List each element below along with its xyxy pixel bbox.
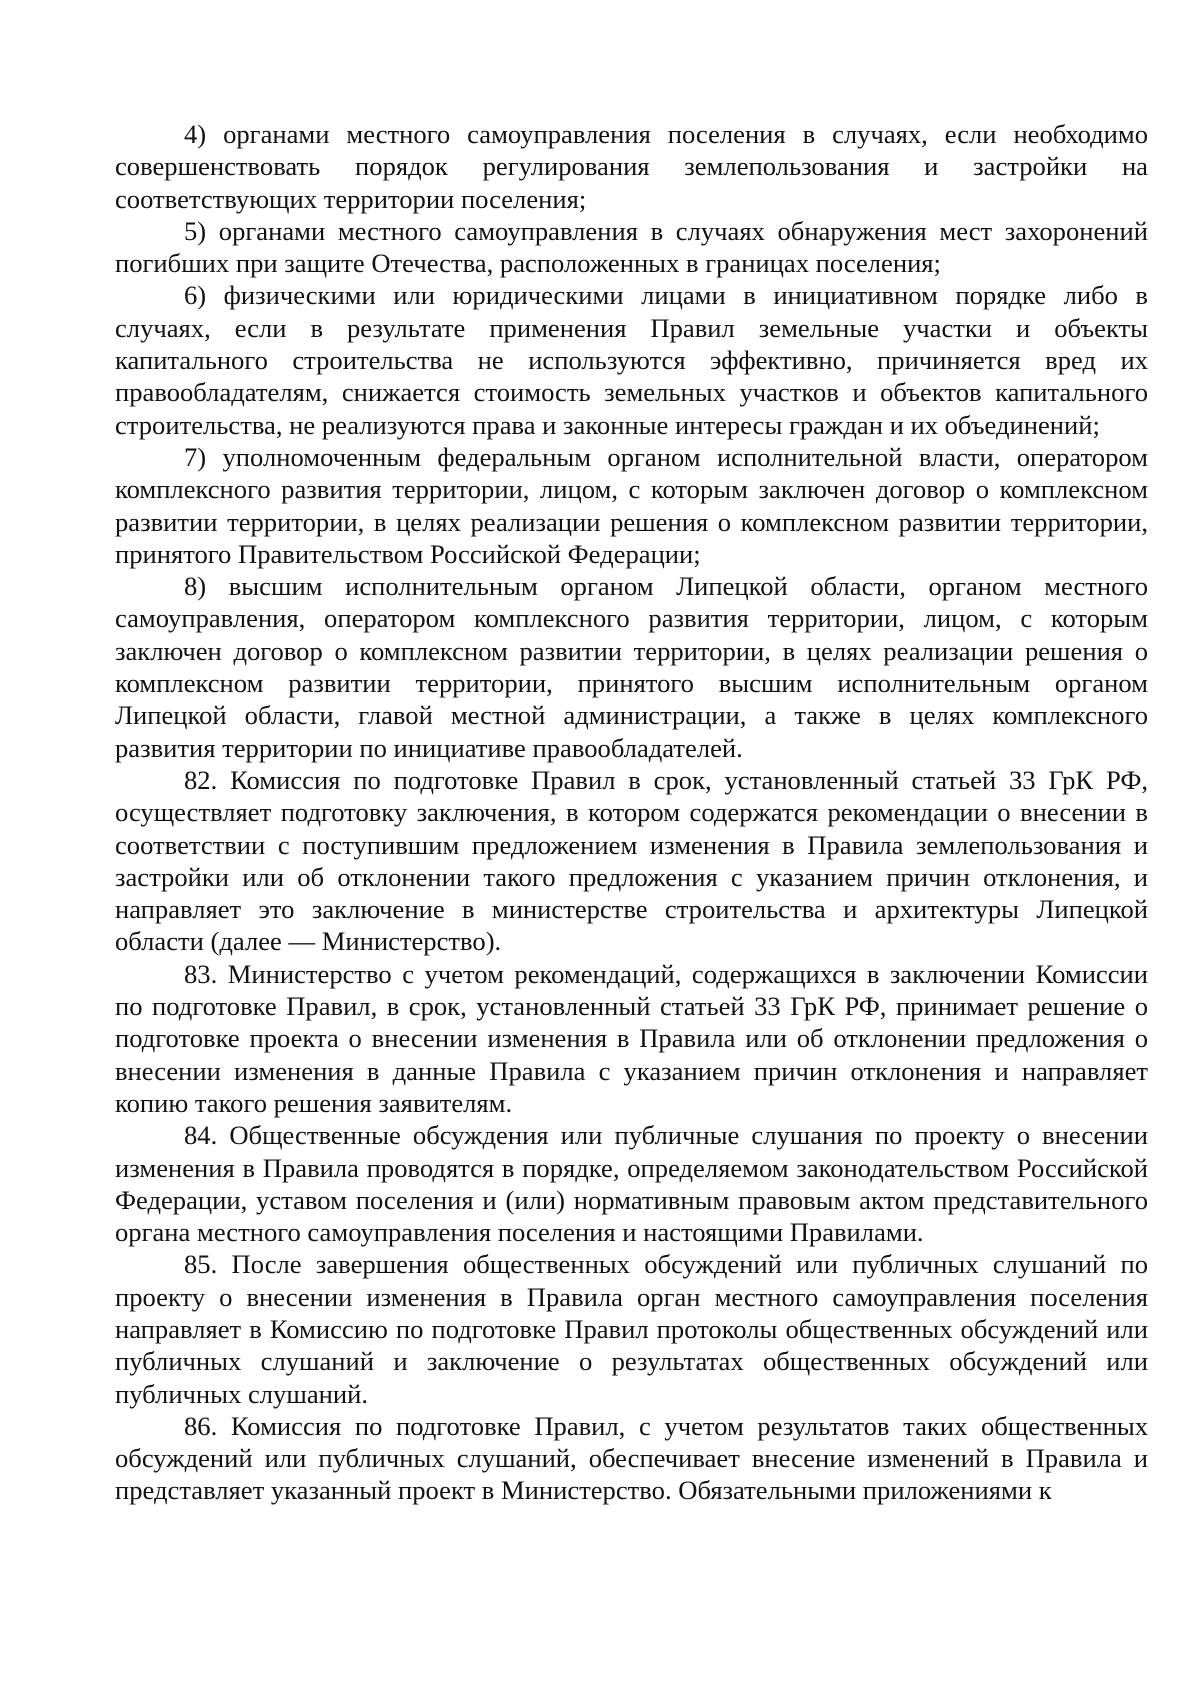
paragraph-item-5: 5) органами местного самоуправления в случаях обнаружения мест захоронений погибших при защите Отечества, расположенных в границах поселения; bbox=[115, 215, 1148, 279]
paragraph-item-7: 7) уполномоченным федеральным органом исполнительной власти, оператором комплексного развития территории, лицом, с которым заключен договор о комплексном развитии территории, в целях реализации решения о комплексном развитии территории, принятого Правительством Российской Федерации; bbox=[115, 441, 1148, 569]
paragraph-item-8: 8) высшим исполнительным органом Липецкой области, органом местного самоуправления, оператором комплексного развития территории, лицом, с которым заключен договор о комплексном развитии территории, в целях реализации решения о комплексном развитии территории, принятого высшим исполнительным органом Липецкой области, главой местной администрации, а также в целях комплексного развития территории по инициативе правообладателей. bbox=[115, 571, 1148, 763]
paragraph-clause-82: 82. Комиссия по подготовке Правил в срок, установленный статьей 33 ГрК РФ, осуществляет подготовку заключения, в котором содержатся рекомендации о внесении в соответствии с поступившим предложением изменения в Правила землепользования и застройки или об отклонении такого предложения с указанием причин отклонения, и направляет это заключение в министерстве строительства и архитектуры Липецкой области (далее — Министерство). bbox=[115, 764, 1148, 957]
paragraph-clause-85: 85. После завершения общественных обсуждений или публичных слушаний по проекту о внесении изменения в Правила орган местного самоуправления поселения направляет в Комиссию по подготовке Правил протоколы общественных обсуждений или публичных слушаний и заключение о результатах общественных обсуждений или публичных слушаний. bbox=[115, 1249, 1148, 1409]
paragraph-clause-86: 86. Комиссия по подготовке Правил, с учетом результатов таких общественных обсуждений или публичных слушаний, обеспечивает внесение изменений в Правила и представляет указанный проект в Министерство. Обязательными приложениями к bbox=[115, 1410, 1148, 1506]
paragraph-clause-84: 84. Общественные обсуждения или публичные слушания по проекту о внесении изменения в Правила проводятся в порядке, определяемом законодательством Российской Федерации, уставом поселения и (или) нормативным правовым актом представительного органа местного самоуправления поселения и настоящими Правилами. bbox=[115, 1120, 1148, 1248]
paragraph-clause-83: 83. Министерство с учетом рекомендаций, содержащихся в заключении Комиссии по подготовке Правил, в срок, установленный статьей 33 ГрК РФ, принимает решение о подготовке проекта о внесении изменения в Правила или об отклонении предложения о внесении изменения в данные Правила с указанием причин отклонения и направляет копию такого решения заявителям. bbox=[115, 958, 1148, 1118]
paragraph-item-4: 4) органами местного самоуправления поселения в случаях, если необходимо совершенствовать порядок регулирования землепользования и застройки на соответствующих территории поселения; bbox=[115, 119, 1148, 214]
paragraph-item-6: 6) физическими или юридическими лицами в инициативном порядке либо в случаях, если в результате применения Правил земельные участки и объекты капитального строительства не используются эффективно, причиняется вред их правообладателям, снижается стоимость земельных участков и объектов капитального строительства, не реализуются права и законные интересы граждан и их объединений; bbox=[115, 280, 1148, 440]
